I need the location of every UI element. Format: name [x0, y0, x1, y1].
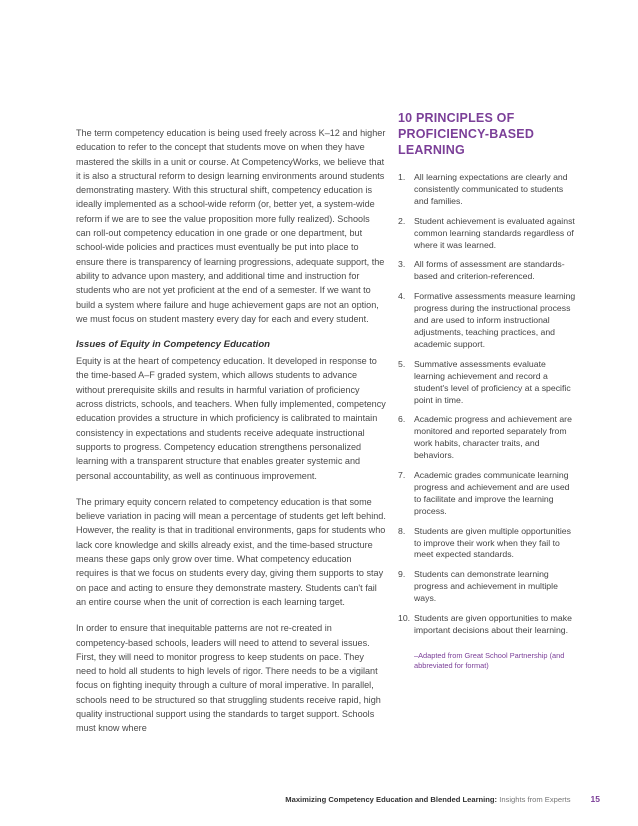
principle-text: Students can demonstrate learning progress and achievement in multiple ways. [414, 569, 558, 604]
principle-item [398, 526, 578, 562]
paragraph-equity: Equity is at the heart of competency education. It developed in response to the time-based A–F graded system, which allows students to advance without prerequisite skills and results in harmful variation of proficiency across districts, schools, and teachers. When fully implemented, competency education provides a structure in which proficiency is calibrated to maintain consistency in expectations and students receive adequate instructional supports to progress. Competency education strengthens personalized learning with a transparent structure that enables greater systemic and personal accountability, as well as continuous improvement. [76, 356, 386, 481]
principle-number: 6. [398, 414, 406, 425]
sidebar-title-line-2: PROFICIENCY-BASED [398, 127, 535, 141]
principle-number: 5. [398, 358, 406, 369]
principle-item [398, 613, 578, 637]
principle-text: All learning expectations are clearly and consistently communicated to students and families. [414, 172, 568, 206]
principle-number: 2. [398, 215, 406, 226]
paragraph-inequitable-patterns: In order to ensure that inequitable patterns are not re-created in competency-based schools, leaders will need to attend to several issues. First, they will need to monitor progress to keep students on pace. They need to hold all students to high levels of rigor. There needs to be a vigilant focus on fighting inequity through a culture of moral imperative. In parallel, schools need to be structured so that struggling students receive rapid, high quality instructional support using the standards to target support. Schools must know where [76, 623, 381, 734]
section-heading: Issues of Equity in Competency Education [76, 339, 271, 351]
sidebar-title [398, 110, 578, 158]
sidebar-title-line-3: LEARNING [398, 143, 465, 157]
principles-sidebar [398, 110, 578, 671]
principle-item [398, 569, 578, 605]
page-number: 15 [590, 794, 600, 804]
principle-number: 9. [398, 569, 406, 580]
source-attribution: –Adapted from Great School Partnership (and abbreviated for format) [414, 650, 565, 670]
principle-text: All forms of assessment are standards-based and criterion-referenced. [414, 259, 565, 282]
principle-item [398, 172, 578, 208]
footer-title-bold: Maximizing Competency Education and Blended Learning: [285, 795, 498, 804]
paragraph-intro: The term competency education is being used freely across K–12 and higher education to refer to the concept that students move on when they have mastered the skills in a unit or course. At CompetencyWorks, we believe that it is also a structural reform to design learning environments around students demonstrating mastery. With this structural shift, competency education is ideally implemented as a school-wide reform (or, better yet, a system-wide reform if we are to see the value proposition more fully realized). Schools can roll-out competency education in one grade or one department, but school-wide policies and practices must eventually be put into place to ensure there is transparency of learning progressions, adequate support, the ability to advance upon mastery, and additional time and instruction for students who are not yet proficient at the end of a semester. If we want to build a system where failure and huge achievement gaps are not an option, we must focus on student mastery every day for each and every student. [76, 128, 386, 324]
principle-number: 7. [398, 470, 406, 481]
sidebar-title-line-1: 10 PRINCIPLES OF [398, 111, 515, 125]
principle-item [398, 259, 578, 283]
principle-text: Academic grades communicate learning progress and achievement and are used to facilitate and improve the learning process. [414, 470, 570, 516]
principle-number: 10. [398, 613, 411, 624]
principles-list [398, 172, 578, 637]
principle-text: Students are given opportunities to make important decisions about their learning. [414, 613, 572, 635]
principle-item [398, 216, 578, 252]
principle-item [398, 359, 578, 407]
principle-item [398, 470, 578, 518]
principle-number: 3. [398, 259, 406, 270]
page-footer [0, 794, 600, 804]
main-column [76, 126, 386, 748]
principle-number: 1. [398, 172, 406, 182]
footer-title-subtitle: Insights from Experts [497, 795, 571, 804]
principle-item [398, 414, 578, 462]
principle-text: Summative assessments evaluate learning achievement and record a student's level of proficiency at a specific point in time. [414, 358, 571, 405]
paragraph-equity-concern: The primary equity concern related to competency education is that some believe variation in pacing will mean a percentage of students get left behind. However, the reality is that in traditional environments, gaps for students who lack core knowledge and skills already exist, and the time-based structure means these gaps only grow over time. What competency education requires is that we focus on students every day, giving them supports to stay on pace and acting to ensure they demonstrate mastery. Students can't fail an entire course when the unit of correction is each learning target. [76, 496, 386, 607]
principle-item [398, 291, 578, 351]
principle-text: Academic progress and achievement are monitored and reported separately from work habits, character traits, and behaviors. [414, 414, 572, 461]
principle-text: Students are given multiple opportunities to improve their work when they fail to meet expected standards. [414, 525, 571, 560]
principle-number: 4. [398, 291, 406, 302]
principle-number: 8. [398, 525, 406, 536]
principle-text: Formative assessments measure learning progress during the instructional process and are used to inform instructional adjustments, teaching practices, and academic support. [414, 291, 576, 349]
principle-text: Student achievement is evaluated against common learning standards regardless of where it was learned. [414, 215, 575, 250]
